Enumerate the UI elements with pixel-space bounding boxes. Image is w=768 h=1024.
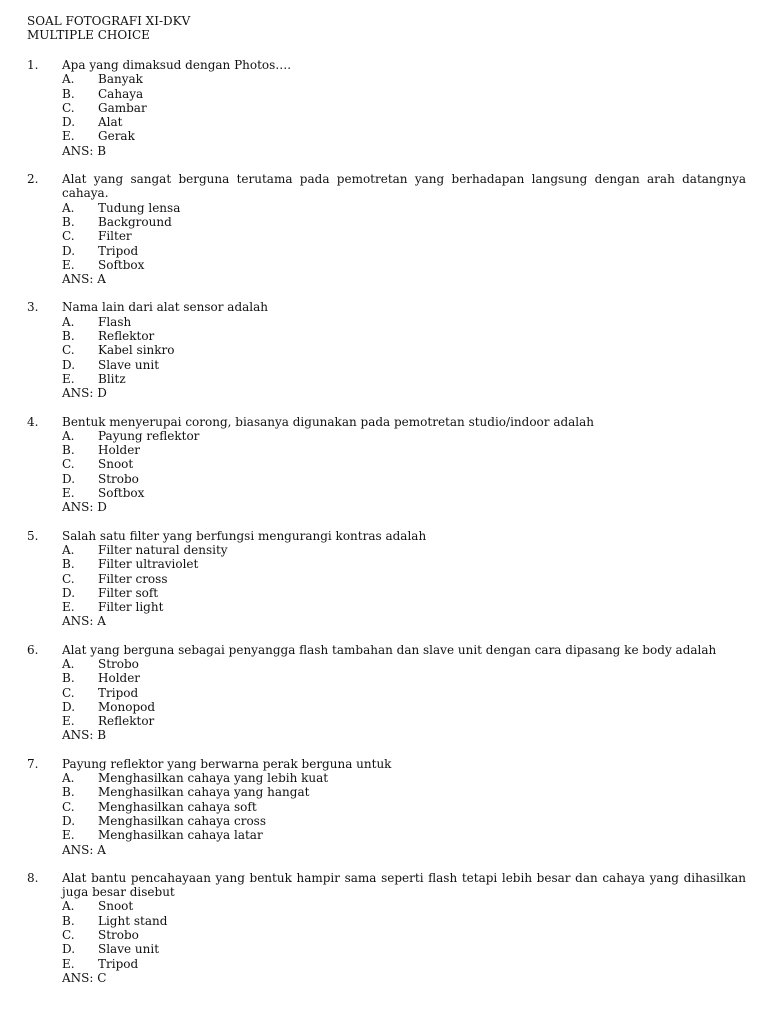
option-text: Softbox	[98, 257, 145, 272]
answer-key: ANS: A	[62, 614, 106, 629]
option-text: Gambar	[98, 100, 147, 115]
question-text: Salah satu filter yang berfungsi mengurangi kontras adalah	[62, 528, 427, 543]
question-item	[0, 172, 768, 286]
answer-option	[0, 586, 768, 600]
option-letter: B.	[62, 443, 75, 458]
option-letter: C.	[62, 685, 75, 700]
option-text: Holder	[98, 671, 141, 686]
option-text: Blitz	[98, 371, 126, 386]
option-letter: C.	[62, 928, 75, 943]
question-item	[0, 871, 768, 985]
answer-option	[0, 115, 768, 129]
option-letter: B.	[62, 913, 75, 928]
question-text: Payung reflektor yang berwarna perak berguna untuk	[62, 756, 392, 771]
option-text: Menghasilkan cahaya soft	[98, 799, 257, 814]
option-text: Snoot	[98, 899, 134, 914]
option-text: Light stand	[98, 913, 168, 928]
question-number: 5.	[27, 528, 39, 543]
option-text: Menghasilkan cahaya latar	[98, 828, 263, 843]
option-text: Filter light	[98, 600, 164, 615]
option-text: Filter soft	[98, 585, 159, 600]
option-text: Kabel sinkro	[98, 343, 175, 358]
option-letter: D.	[62, 115, 76, 130]
answer-option	[0, 87, 768, 101]
option-letter: A.	[62, 72, 75, 87]
question-list	[0, 58, 768, 999]
option-letter: A.	[62, 428, 75, 443]
option-letter: B.	[62, 671, 75, 686]
option-letter: C.	[62, 229, 75, 244]
question-item	[0, 300, 768, 400]
answer-option	[0, 942, 768, 956]
question-text: Apa yang dimaksud dengan Photos….	[62, 58, 292, 72]
option-text: Menghasilkan cahaya cross	[98, 813, 266, 828]
option-text: Filter ultraviolet	[98, 557, 199, 572]
question-text: Alat yang berguna sebagai penyangga flash tambahan dan slave unit dengan cara dipasang ke body adalah	[62, 642, 717, 657]
option-letter: D.	[62, 813, 76, 828]
option-text: Reflektor	[98, 714, 155, 729]
answer-option	[0, 543, 768, 557]
option-text: Payung reflektor	[98, 428, 200, 443]
option-text: Flash	[98, 314, 132, 329]
answer-option	[0, 928, 768, 942]
question-number: 8.	[27, 870, 39, 885]
answer-option	[0, 101, 768, 115]
option-letter: A.	[62, 542, 75, 557]
option-letter: D.	[62, 699, 76, 714]
answer-option	[0, 457, 768, 471]
answer-option	[0, 914, 768, 928]
answer-option	[0, 472, 768, 486]
answer-option	[0, 700, 768, 714]
option-letter: C.	[62, 343, 75, 358]
question-text: Alat yang sangat berguna terutama pada pemotretan yang berhadapan langsung dengan arah datangnya cahaya.	[62, 172, 746, 201]
question-number: 4.	[27, 414, 39, 429]
answer-option	[0, 814, 768, 828]
question-number: 2.	[27, 172, 39, 187]
option-text: Menghasilkan cahaya yang lebih kuat	[98, 771, 329, 786]
question-number: 7.	[27, 756, 39, 771]
question-text: Nama lain dari alat sensor adalah	[62, 300, 269, 315]
option-text: Filter natural density	[98, 542, 228, 557]
answer-option	[0, 714, 768, 728]
option-letter: D.	[62, 471, 76, 486]
option-text: Filter	[98, 229, 132, 244]
document-subtitle: MULTIPLE CHOICE	[27, 28, 150, 42]
answer-option	[0, 557, 768, 571]
option-letter: A.	[62, 771, 75, 786]
answer-option	[0, 358, 768, 372]
answer-key: ANS: B	[62, 728, 107, 743]
answer-option	[0, 686, 768, 700]
answer-option	[0, 957, 768, 971]
document-header	[27, 14, 190, 42]
answer-option	[0, 785, 768, 799]
answer-option	[0, 899, 768, 913]
question-text: Alat bantu pencahayaan yang bentuk hampir sama seperti flash tetapi lebih besar dan cahaya yang dihasilkan juga besar disebut	[62, 870, 746, 900]
option-letter: A.	[62, 200, 75, 215]
option-text: Alat	[98, 115, 123, 130]
answer-option	[0, 671, 768, 685]
option-text: Strobo	[98, 656, 139, 671]
option-text: Slave unit	[98, 942, 160, 957]
option-letter: B.	[62, 785, 75, 800]
answer-option	[0, 215, 768, 229]
answer-option	[0, 572, 768, 586]
option-letter: B.	[62, 557, 75, 572]
question-item	[0, 415, 768, 515]
option-text: Snoot	[98, 457, 134, 472]
option-text: Gerak	[98, 129, 135, 144]
option-letter: A.	[62, 314, 75, 329]
answer-option	[0, 372, 768, 386]
answer-key: ANS: A	[62, 272, 106, 287]
option-letter: E.	[62, 129, 75, 144]
option-letter: C.	[62, 457, 75, 472]
answer-option	[0, 258, 768, 272]
option-text: Slave unit	[98, 357, 160, 372]
question-number: 1.	[27, 58, 39, 72]
option-text: Background	[98, 214, 172, 229]
option-text: Tripod	[98, 685, 139, 700]
question-number: 6.	[27, 642, 39, 657]
answer-option	[0, 329, 768, 343]
answer-option	[0, 771, 768, 785]
option-letter: C.	[62, 799, 75, 814]
answer-option	[0, 315, 768, 329]
answer-option	[0, 244, 768, 258]
option-letter: E.	[62, 371, 75, 386]
option-letter: D.	[62, 942, 76, 957]
option-letter: C.	[62, 100, 75, 115]
option-text: Tudung lensa	[98, 200, 181, 215]
option-text: Softbox	[98, 486, 145, 501]
answer-option	[0, 129, 768, 143]
answer-option	[0, 600, 768, 614]
answer-key: ANS: D	[62, 386, 107, 401]
option-text: Cahaya	[98, 86, 144, 101]
option-text: Monopod	[98, 699, 156, 714]
question-text: Bentuk menyerupai corong, biasanya digunakan pada pemotretan studio/indoor adalah	[62, 414, 595, 429]
answer-option	[0, 201, 768, 215]
option-letter: C.	[62, 571, 75, 586]
question-item	[0, 529, 768, 629]
option-letter: D.	[62, 585, 76, 600]
question-item	[0, 643, 768, 743]
question-item	[0, 58, 768, 158]
option-text: Tripod	[98, 243, 139, 258]
answer-option	[0, 429, 768, 443]
option-letter: B.	[62, 86, 75, 101]
question-number: 3.	[27, 300, 39, 315]
option-letter: B.	[62, 329, 75, 344]
answer-option	[0, 657, 768, 671]
option-text: Menghasilkan cahaya yang hangat	[98, 785, 310, 800]
question-item	[0, 757, 768, 857]
option-letter: A.	[62, 899, 75, 914]
answer-option	[0, 828, 768, 842]
answer-key: ANS: C	[62, 970, 107, 985]
answer-option	[0, 343, 768, 357]
option-text: Strobo	[98, 471, 139, 486]
answer-key: ANS: D	[62, 500, 107, 515]
option-letter: E.	[62, 714, 75, 729]
answer-option	[0, 229, 768, 243]
option-letter: E.	[62, 257, 75, 272]
answer-option	[0, 800, 768, 814]
option-letter: E.	[62, 956, 75, 971]
option-text: Holder	[98, 443, 141, 458]
document-title: SOAL FOTOGRAFI XI-DKV	[27, 14, 191, 28]
option-text: Banyak	[98, 72, 143, 87]
option-letter: D.	[62, 357, 76, 372]
option-letter: E.	[62, 600, 75, 615]
option-letter: E.	[62, 486, 75, 501]
option-text: Reflektor	[98, 329, 155, 344]
option-letter: A.	[62, 656, 75, 671]
option-letter: E.	[62, 828, 75, 843]
answer-option	[0, 72, 768, 86]
option-letter: B.	[62, 214, 75, 229]
answer-key: ANS: B	[62, 143, 107, 158]
answer-key: ANS: A	[62, 842, 106, 857]
option-text: Filter cross	[98, 571, 168, 586]
option-text: Strobo	[98, 928, 139, 943]
answer-option	[0, 443, 768, 457]
option-letter: D.	[62, 243, 76, 258]
option-text: Tripod	[98, 956, 139, 971]
answer-option	[0, 486, 768, 500]
